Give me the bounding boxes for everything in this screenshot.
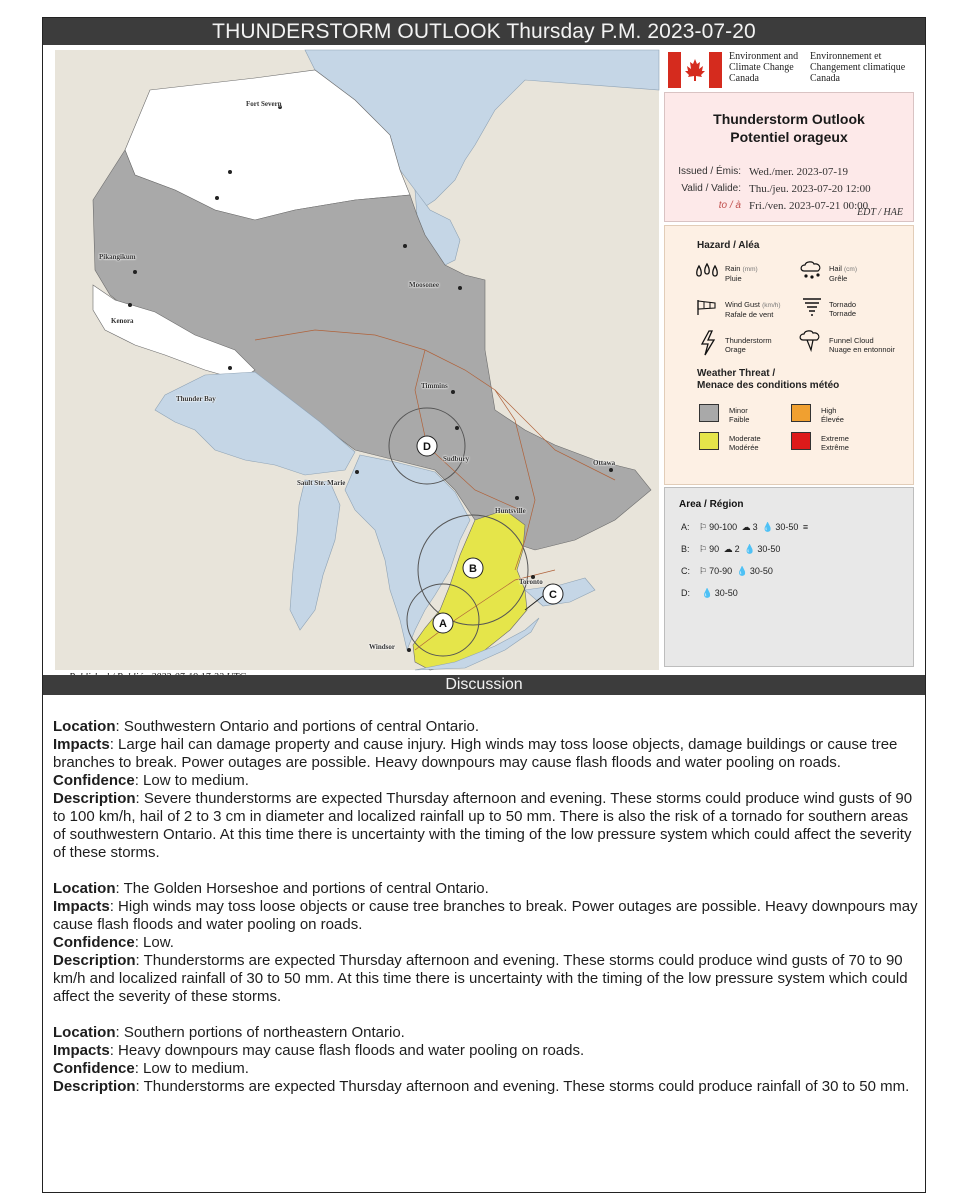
canada-flag-icon [668,52,722,88]
threat-high-label: High Élevée [821,406,844,424]
block-3-description: Thunderstorms are expected Thursday afternoon and evening. These storms could produce rainfall of 30 to 50 mm. [143,1078,910,1095]
to-label: to / à [718,200,741,211]
legend-panel [664,225,914,485]
hail-cloud-icon: ☁ [741,522,751,532]
issued-value: Wed./mer. 2023-07-19 [749,166,849,178]
svg-text:D: D [423,441,431,453]
hazard-hail-label: Hail (cm) Grêle [829,264,858,283]
block-1-description: Severe thunderstorms are expected Thursday afternoon and evening. These storms could produce wind gusts of 90 to 100 km/h, hail of 2 to 3 cm in diameter and localized rainfall up to 50 mm. There is also the risk of a tornado for southern areas of southwestern Ontario. At this time there is uncertainty with the timing of the low pressure system which could affect the severity of these storms. [53,790,913,861]
threat-extreme-label: Extreme Extrême [821,434,849,452]
discussion-heading: Discussion [43,675,925,695]
svg-text:A: A [439,618,447,630]
rain-drops-icon [695,262,719,280]
city-toronto: Toronto [519,578,543,586]
hazard-wind-label: Wind Gust (km/h) Rafale de vent [725,300,781,319]
svg-text:B: B [469,563,477,575]
threat-heading: Weather Threat / Menace des conditions météo [697,368,840,391]
city-thunder-bay: Thunder Bay [176,395,216,403]
map-area [43,45,925,673]
block-2-location: The Golden Horseshoe and portions of central Ontario. [123,880,489,897]
hail-cloud-icon: ☁ [723,544,733,554]
hail-cloud-icon [799,260,825,280]
rain-drops-icon: 💧 [736,566,748,576]
swatch-moderate [699,432,719,450]
hazard-tornado-label: Tornado Tornade [829,300,857,318]
block-1-confidence: Low to medium. [143,772,249,789]
dept-name-en: Environment and Climate Change Canada [729,51,799,84]
block-1-location: Southwestern Ontario and portions of central Ontario. [123,718,480,735]
swatch-minor [699,404,719,422]
to-value: Fri./ven. 2023-07-21 00:00 [749,200,869,212]
city-windsor: Windsor [369,643,395,651]
windsock-icon: ⚐ [699,544,708,554]
lightning-icon [699,330,717,356]
city-moosonee: Moosonee [409,281,439,289]
outlook-frame [42,17,926,1193]
block-3-confidence: Low to medium. [143,1060,249,1077]
area-label-c[interactable] [543,584,563,604]
city-ottawa: Ottawa [593,459,616,467]
rain-drops-icon: 💧 [744,544,756,554]
funnel-cloud-icon [799,330,825,352]
hazard-rain-label: Rain (mm) Pluie [725,264,758,283]
area-panel [664,487,914,667]
government-header [664,49,914,89]
area-row-b: B: ⚐ 90 ☁ 2 💧 30-50 [681,544,781,554]
discussion-block-3: Location: Southern portions of northeastern Ontario. Impacts: Heavy downpours may cause flash floods and water pooling on roads. Confidence: Low to medium. Description: Thunderstorms are expected Thursday afternoon and evening. These storms could produce rainfall of 30 to 50 mm. [53,1024,910,1095]
hazard-thunderstorm-label: Thunderstorm Orage [725,336,772,354]
city-huntsville: Huntsville [495,507,526,515]
ontario-map[interactable] [55,50,659,670]
city-pikangikum: Pikangikum [99,253,136,261]
city-timmins: Timmins [421,382,448,390]
swatch-high [791,404,811,422]
block-2-confidence: Low. [143,934,174,951]
discussion-body [53,718,919,1114]
city-sudbury: Sudbury [443,455,470,463]
area-row-c: C: ⚐ 70-90 💧 30-50 [681,566,773,576]
timezone-label: EDT / HAE [857,207,903,218]
hazard-funnel-label: Funnel Cloud Nuage en entonnoir [829,336,895,354]
valid-label: Valid / Valide: [681,183,741,194]
tornado-icon: ≡ [802,522,809,532]
block-2-description: Thunderstorms are expected Thursday afternoon and evening. These storms could produce wind gusts of 70 to 90 km/h and localized rainfall of 30 to 50 mm. At this time there is uncertainty with the timing of the low pressure system which could affect the severity of these storms. [53,952,908,1005]
panel-title-fr: Potentiel orageux [730,129,848,145]
block-1-impacts: Large hail can damage property and cause injury. High winds may toss loose objects, damage buildings or cause tree branches to break. Power outages are possible. Heavy downpours may cause flash floods and water pooling on roads. [53,736,898,771]
area-row-d: D: 💧 30-50 [681,588,738,598]
outlook-info-panel [664,92,914,222]
hazard-heading: Hazard / Aléa [697,240,760,251]
threat-minor-label: Minor Faible [729,406,750,424]
dept-name-fr: Environnement et Changement climatique Canada [810,51,906,84]
issued-label: Issued / Émis: [678,166,741,177]
page-title: THUNDERSTORM OUTLOOK Thursday P.M. 2023-07-20 [43,18,925,45]
tornado-icon [801,296,823,318]
area-label-a[interactable] [433,613,453,633]
area-row-a: A: ⚐ 90-100 ☁ 3 💧 30-50 ≡ [681,522,809,532]
area-label-d[interactable] [417,436,437,456]
city-kenora: Kenora [111,317,134,325]
city-fort-severn: Fort Severn [246,100,282,108]
area-label-b[interactable] [463,558,483,578]
valid-value: Thu./jeu. 2023-07-20 12:00 [749,183,871,195]
svg-text:C: C [549,589,557,601]
swatch-extreme [791,432,811,450]
block-3-location: Southern portions of northeastern Ontario. [123,1024,405,1041]
rain-drops-icon: 💧 [701,588,713,598]
block-3-impacts: Heavy downpours may cause flash floods and water pooling on roads. [118,1042,585,1059]
windsock-icon: ⚐ [699,566,708,576]
area-heading: Area / Région [679,499,744,510]
windsock-icon [695,298,721,316]
windsock-icon: ⚐ [699,522,708,532]
rain-drops-icon: 💧 [762,522,774,532]
discussion-block-2: Location: The Golden Horseshoe and portions of central Ontario. Impacts: High winds may toss loose objects or cause tree branches to break. Power outages are possible. Heavy downpours may cause flash floods and water pooling on roads. Confidence: Low. Description: Thunderstorms are expected Thursday afternoon and evening. These storms could produce wind gusts of 70 to 90 km/h and localized rainfall of 30 to 50 mm. At this time there is uncertainty with the timing of the low pressure system which could affect the severity of these storms. [53,880,918,1005]
block-2-impacts: High winds may toss loose objects or cause tree branches to break. Power outages are possible. Heavy downpours may cause flash floods and water pooling on roads. [53,898,918,933]
threat-moderate-label: Moderate Modérée [729,434,761,452]
panel-title-en: Thunderstorm Outlook [713,111,865,127]
discussion-block-1: Location: Southwestern Ontario and portions of central Ontario. Impacts: Large hail can damage property and cause injury. High winds may toss loose objects, damage buildings or cause tree branches to break. Power outages are possible. Heavy downpours may cause flash floods and water pooling on roads. Confidence: Low to medium. Description: Severe thunderstorms are expected Thursday afternoon and evening. These storms could produce wind gusts of 90 to 100 km/h, hail of 2 to 3 cm in diameter and localized rainfall up to 50 mm. There is also the risk of a tornado for southern areas of southwestern Ontario. At this time there is uncertainty with the timing of the low pressure system which could affect the severity of these storms. [53,718,913,861]
city-sault-ste-marie: Sault Ste. Marie [297,479,346,487]
